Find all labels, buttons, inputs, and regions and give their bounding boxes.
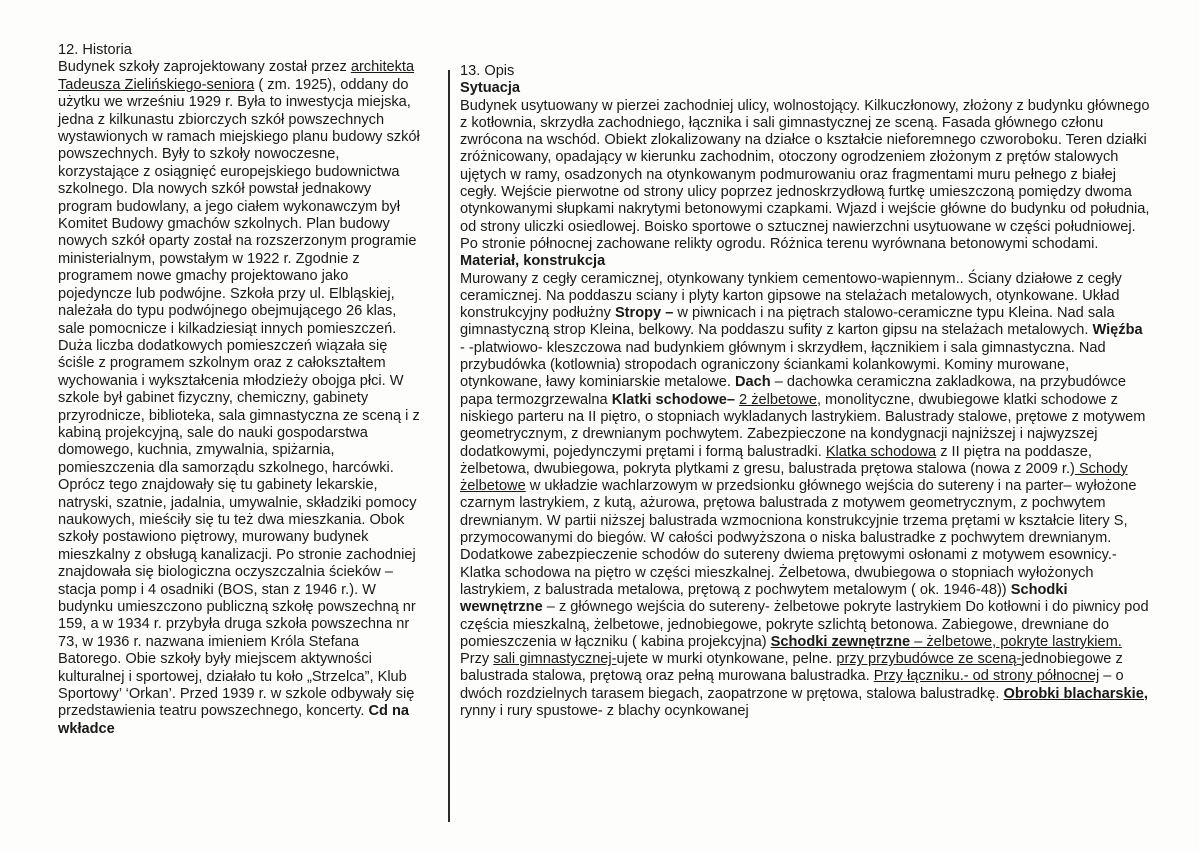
stropy-label: Stropy – bbox=[614, 305, 674, 322]
material-text-j: – żelbetowe, pokryte lastrykiem. bbox=[910, 633, 1122, 650]
column-divider bbox=[448, 70, 450, 822]
material-paragraph bbox=[460, 271, 1150, 721]
description-heading: 13. Opis bbox=[460, 63, 515, 79]
schody-label: Schody żelbetowe bbox=[460, 460, 1128, 495]
obrobki-label: Obrobki blacharskie, bbox=[1003, 685, 1148, 702]
material-text-n: – o dwóch rozdzielnych tarasem biegach, zaopatrzone w prętowa, stalowa balustradkę. bbox=[460, 668, 1124, 702]
sali-label: sali gimnastycznej- bbox=[493, 651, 617, 668]
zelbetowe-label: 2 żelbetowe bbox=[739, 391, 817, 408]
material-text-f: , monolityczne, dwubiegowe klatki schodowe z niskiego parteru na II piętro, o stopniach wykladanych lastrykiem. Balustrady stalowe, prętowe z motywem geometrycznym, z drewnianym pochwytem. Zabezpieczone na kondygnacji najniższej i najwyzszej dodatkowymi, pojedynczymi prętami i formą balustradki. bbox=[460, 391, 1146, 460]
przybudowka-label: przy przybudówce ze sceną- bbox=[836, 651, 1022, 668]
material-text-k: Przy bbox=[460, 651, 494, 668]
wiezba-label: Więźba bbox=[1092, 322, 1143, 339]
situation-paragraph: Budynek usytuowany w pierzei zachodniej ulicy, wolnostojący. Kilkuczłonowy, złożony z budynku głównego z kotłownia, skrzydła zachodniego, łącznika i sali gimnastycznej ze sceną. Fasada głównego członu zwrócona na wschód. Obiekt zlokalizowany na działce o kształcie nieforemnego czworoboku. Teren działki zróżnicowany, opadający w kierunku zachodnim, otoczony ogrodzeniem złożonym z prętów stalowych ujętych w ramy, osadzonych na otynkowanym podmurowaniu oraz fragmentami muru pełnego z białej cegły. Wejście pierwotne od strony ulicy poprzez jednoskrzydłową furtkę umieszczoną pomiędzy dwoma otynkowanymi słupkami nakrytymi betonowymi czapkami. Wjazd i wejście główne do budynku od południa, od strony uliczki osiedlowej. Boisko sportowe o sztucznej nawierzchni usytuowane w części południowej. Po stronie północnej zachowane relikty ogrodu. Różnica terenu wyrównana betonowymi schodami. bbox=[460, 97, 1150, 252]
schodki-zewnetrzne-label: Schodki zewnętrzne bbox=[770, 633, 911, 650]
material-text-d: – dachowka ceramiczna zakladkowa, na przybudówce papa termozgrzewalna bbox=[460, 374, 1126, 408]
history-column bbox=[58, 42, 420, 738]
history-paragraph bbox=[58, 59, 420, 738]
material-subheading: Materiał, konstrukcja bbox=[460, 253, 606, 270]
history-heading: 12. Historia bbox=[58, 42, 132, 58]
continued-note: Cd na wkładce bbox=[58, 703, 409, 737]
situation-subheading: Sytuacja bbox=[460, 80, 521, 97]
material-text-g: z II piętra na poddasze, żelbetowa, dwubiegowa, pokryta plytkami z gresu, balustrada prętowa stalowa (nowa z 2009 r.) bbox=[460, 443, 1092, 477]
architect-name: architekta Tadeusza Zielińskiego-seniora bbox=[58, 59, 415, 93]
material-text-h: w układzie wachlarzowym w przedsionku głównego wejścia do sutereny i na parter– wyłożone czarnym lastrykiem, z kutą, ażurowa, prętowa balustrada z motywem geometrycznym, z pochwytem drewnianym. W partii niższej balustrada wzmocniona konstrukcyjnie trzema prętami w kształcie litery S, przymocowanymi do biegów. W całości podwyższona o niska balustradke z pochwytem drewnianym. Dodatkowe zabezpieczenie schodów do sutereny dwiema prętowymi osłonami z motywem esownicy.- Klatka schodowa na piętro w części mieszkalnej. Żelbetowa, dwubiegowa o stopniach wyłożonych lastrykiem, z balustrada metalowa, prętową z pochwytem metalowym ( ok. 1946-48)) bbox=[460, 478, 1137, 598]
klatki-label: Klatki schodowe– bbox=[611, 391, 735, 408]
material-text-m: jednobiegowe z balustrada stalowa, prętową oraz pełną murowana balustradka. bbox=[460, 651, 1123, 685]
description-column bbox=[460, 63, 1150, 720]
material-text-o: rynny i rury spustowe- z blachy ocynkowanej bbox=[460, 702, 749, 719]
dach-label: Dach bbox=[734, 374, 771, 391]
material-text-l: ujete w murki otynkowane, pelne. bbox=[616, 651, 837, 668]
history-text-b: ( zm. 1925), oddany do użytku we wrześniu 1929 r. Była to inwestycja miejska, jedna z kilkunastu zbiorczych szkół powszechnych wystawionych w ramach miejskiego planu budowy szkół powszechnych. Były to szkoły nowoczesne, korzystające z osiągnięć europejskiego budownictwa szkolnego. Dla nowych szkół powstał jednakowy program budowlany, a jego ciałem wykonawczym był Komitet Budowy gmachów szkolnych. Plan budowy nowych szkół oparty został na rozszerzonym programie ministerialnym, powstałym w 1922 r. Zgodnie z programem nowe gmachy projektowano jako pojedyncze lub podwójne. Szkoła przy ul. Elbląskiej, należała do typu podwójnego obejmującego 26 klas, sale pomocnicze i kilkadziesiąt innych pomieszczeń. Duża liczba dodatkowych pomieszczeń wiązała się ściśle z programem szkolnym oraz z całokształtem wychowania i wykształcenia młodzieży obojga płci. W szkole był gabinet fizyczny, chemiczny, gabinety przyrodnicze, biblioteka, sala gimnastyczna ze sceną i z kabiną projekcyjną, sale do nauki gospodarstwa domowego, kuchnia, zmywalnia, spiżarnia, pomieszczenia dla samorządu szkolnego, harcówki. Oprócz tego znajdowały się tu gabinety lekarskie, natryski, szatnie, jadalnia, umywalnie, składziki pomocy naukowych, mieściły się tu też dwa mieszkania. Obok szkoły postawiono piętrowy, murowany budynek mieszkalny z obsługą kanalizacji. Po stronie zachodniej znajdowała się biologiczna oczyszczalnia ścieków – stacja pomp i 4 osadniki (BOS, stan z 1946 r.). W budynku umieszczono publiczną szkołę powszechną nr 159, a w 1934 r. przybyła druga szkoła powszechna nr 73, w 1936 r. nazwana imieniem Króla Stefana Batorego. Obie szkoły były miejscem aktywności kulturalnej i sportowej, działało tu koło „Strzelca”, Klub Sportowy’ ‘Orkan’. Przed 1939 r. w szkole odbywały się przedstawienia teatru powszechnego, koncerty. bbox=[58, 76, 420, 720]
schodki-wewnetrzne-label: Schodki wewnętrzne bbox=[460, 581, 1068, 616]
material-text-i: – z głównego wejścia do sutereny- żelbetowe pokryte lastrykiem Do kotłowni i do piwnicy pod częścia mieszkalną, żelbetowe, jednobiegowe, pokryte szlichtą betonowa. Zabiegowe, drewniane do pomieszczenia w łączniku ( kabina projekcyjna) bbox=[460, 599, 1149, 650]
klatka-label: Klatka schodowa bbox=[825, 443, 937, 460]
lacznik-label: Przy łączniku.- od strony północnej bbox=[873, 668, 1100, 685]
history-text-a: Budynek szkoły zaprojektowany został przez bbox=[58, 59, 351, 76]
material-text-b: w piwnicach i na piętrach stalowo-ceramiczne typu Kleina. Nad sala gimnastyczną strop Kleina, belkowy. Na poddaszu sufity z karton gipsu na stelażach metalowych. bbox=[460, 305, 1115, 339]
material-text-a: Murowany z cegły ceramicznej, otynkowany tynkiem cementowo-wapiennym.. Ściany działowe z cegły ceramicznej. Na poddaszu sciany i plyty karton gipsowe na stelażach metalowych, otynkowane. Układ konstrukcyjny podłużny bbox=[460, 270, 1122, 322]
material-text-c: - -platwiowo- kleszczowa nad budynkiem głównym i skrzydłem, łącznikiem i sala gimnastyczna. Nad przybudówka (kotlownia) stropodach ograniczony ściankami kolankowymi. Kominy murowane, otynkowane, ławy kominiarskie metalowe. bbox=[460, 339, 1106, 391]
